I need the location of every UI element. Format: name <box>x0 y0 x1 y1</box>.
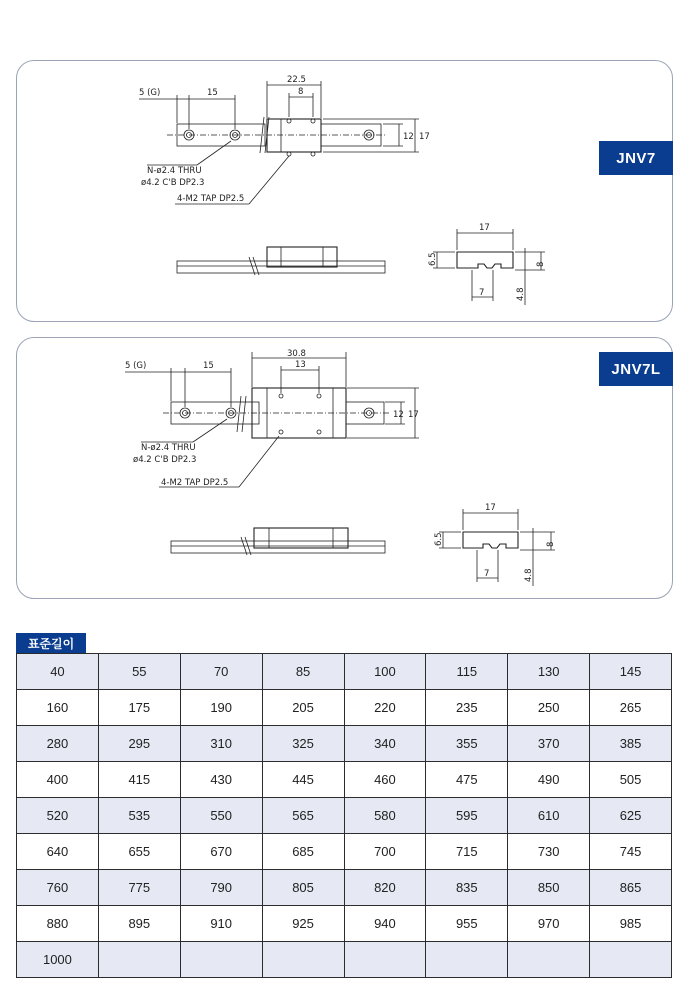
table-cell: 970 <box>508 906 590 942</box>
dim-section-h3: 4.8 <box>524 568 534 582</box>
table-cell: 385 <box>590 726 672 762</box>
table-cell: 1000 <box>17 942 99 978</box>
table-cell: 430 <box>180 762 262 798</box>
block-side-view <box>267 247 337 267</box>
table-cell: 370 <box>508 726 590 762</box>
dim-section-h2: 8 <box>536 261 546 267</box>
table-cell: 355 <box>426 726 508 762</box>
table-cell: 310 <box>180 726 262 762</box>
cbore-note: ø4.2 C'B DP2.3 <box>141 178 205 188</box>
table-cell: 985 <box>590 906 672 942</box>
dim-section-h3: 4.8 <box>516 287 526 301</box>
table-cell: 490 <box>508 762 590 798</box>
table-cell: 265 <box>590 690 672 726</box>
table-cell: 460 <box>344 762 426 798</box>
table-cell: 295 <box>98 726 180 762</box>
table-cell <box>180 942 262 978</box>
table-cell: 325 <box>262 726 344 762</box>
thru-note: N-ø2.4 THRU <box>141 443 196 453</box>
table-cell: 145 <box>590 654 672 690</box>
table-cell: 805 <box>262 870 344 906</box>
table-cell: 955 <box>426 906 508 942</box>
table-row <box>17 798 672 834</box>
table-cell: 40 <box>17 654 99 690</box>
block-side-view <box>254 528 348 548</box>
table-cell: 130 <box>508 654 590 690</box>
table-cell: 505 <box>590 762 672 798</box>
table-cell: 715 <box>426 834 508 870</box>
table-cell <box>262 942 344 978</box>
table-cell <box>98 942 180 978</box>
dim-rail-width: 12 <box>393 410 404 420</box>
table-row <box>17 654 672 690</box>
table-cell: 340 <box>344 726 426 762</box>
table-cell: 820 <box>344 870 426 906</box>
table-cell: 850 <box>508 870 590 906</box>
section-view <box>463 532 518 548</box>
table-row <box>17 942 672 978</box>
table-cell: 655 <box>98 834 180 870</box>
tap-note: 4-M2 TAP DP2.5 <box>161 478 229 488</box>
table-cell: 250 <box>508 690 590 726</box>
table-row <box>17 762 672 798</box>
dim-section-h1: 6.5 <box>434 532 444 546</box>
table-row <box>17 834 672 870</box>
section-view <box>457 252 513 268</box>
dim-pitch: 15 <box>203 361 214 371</box>
cbore-note: ø4.2 C'B DP2.3 <box>133 455 197 465</box>
table-cell: 280 <box>17 726 99 762</box>
table-cell: 700 <box>344 834 426 870</box>
dim-g: 5 (G) <box>139 88 161 98</box>
table-title: 표준길이 <box>16 633 86 653</box>
table-cell: 580 <box>344 798 426 834</box>
model-badge: JNV7L <box>599 352 673 386</box>
dim-section-rail: 7 <box>479 288 485 298</box>
tap-note: 4-M2 TAP DP2.5 <box>177 194 245 204</box>
table-cell: 475 <box>426 762 508 798</box>
table-row <box>17 726 672 762</box>
table-cell: 535 <box>98 798 180 834</box>
table-cell: 235 <box>426 690 508 726</box>
table-cell: 610 <box>508 798 590 834</box>
drawing-panel-jnv7l <box>16 337 673 599</box>
table-cell: 55 <box>98 654 180 690</box>
dim-section-h2: 8 <box>546 541 556 547</box>
table-row <box>17 870 672 906</box>
table-cell: 790 <box>180 870 262 906</box>
table-cell: 190 <box>180 690 262 726</box>
dim-block-width: 17 <box>419 132 430 142</box>
break-mark <box>237 396 246 432</box>
table-cell: 400 <box>17 762 99 798</box>
table-cell: 730 <box>508 834 590 870</box>
table-cell: 595 <box>426 798 508 834</box>
table-cell: 745 <box>590 834 672 870</box>
table-cell: 175 <box>98 690 180 726</box>
table-cell: 220 <box>344 690 426 726</box>
table-cell: 910 <box>180 906 262 942</box>
dim-block-length: 30.8 <box>287 349 306 359</box>
table-cell: 205 <box>262 690 344 726</box>
table-cell <box>590 942 672 978</box>
table-row <box>17 690 672 726</box>
drawing-panel-jnv7 <box>16 60 673 322</box>
table-cell: 925 <box>262 906 344 942</box>
table-cell: 115 <box>426 654 508 690</box>
table-cell <box>508 942 590 978</box>
dim-tap-pitch: 13 <box>295 360 306 370</box>
table-cell: 70 <box>180 654 262 690</box>
dim-block-length: 22.5 <box>287 75 306 85</box>
table-cell <box>426 942 508 978</box>
table-cell <box>344 942 426 978</box>
table-cell: 685 <box>262 834 344 870</box>
table-cell: 625 <box>590 798 672 834</box>
block-top-view <box>267 119 321 152</box>
thru-note: N-ø2.4 THRU <box>147 166 202 176</box>
dim-section-width: 17 <box>485 503 496 513</box>
table-cell: 415 <box>98 762 180 798</box>
table-cell: 100 <box>344 654 426 690</box>
table-cell: 895 <box>98 906 180 942</box>
table-cell: 160 <box>17 690 99 726</box>
dim-block-width: 17 <box>408 410 419 420</box>
technical-drawing <box>17 61 672 321</box>
table-cell: 835 <box>426 870 508 906</box>
table-cell: 670 <box>180 834 262 870</box>
model-badge: JNV7 <box>599 141 673 175</box>
dim-section-rail: 7 <box>484 569 490 579</box>
table-cell: 940 <box>344 906 426 942</box>
table-row <box>17 906 672 942</box>
dim-rail-width: 12 <box>403 132 414 142</box>
table-cell: 520 <box>17 798 99 834</box>
table-cell: 760 <box>17 870 99 906</box>
table-cell: 445 <box>262 762 344 798</box>
dim-pitch: 15 <box>207 88 218 98</box>
table-cell: 550 <box>180 798 262 834</box>
table-cell: 640 <box>17 834 99 870</box>
table-cell: 565 <box>262 798 344 834</box>
table-cell: 85 <box>262 654 344 690</box>
table-cell: 880 <box>17 906 99 942</box>
table-cell: 775 <box>98 870 180 906</box>
dim-tap-pitch: 8 <box>298 87 304 97</box>
table-cell: 865 <box>590 870 672 906</box>
dim-section-h1: 6.5 <box>428 252 438 266</box>
dim-section-width: 17 <box>479 223 490 233</box>
standard-length-table <box>16 653 672 978</box>
dim-g: 5 (G) <box>125 361 147 371</box>
rail-side-view <box>171 541 385 553</box>
technical-drawing <box>17 338 672 598</box>
